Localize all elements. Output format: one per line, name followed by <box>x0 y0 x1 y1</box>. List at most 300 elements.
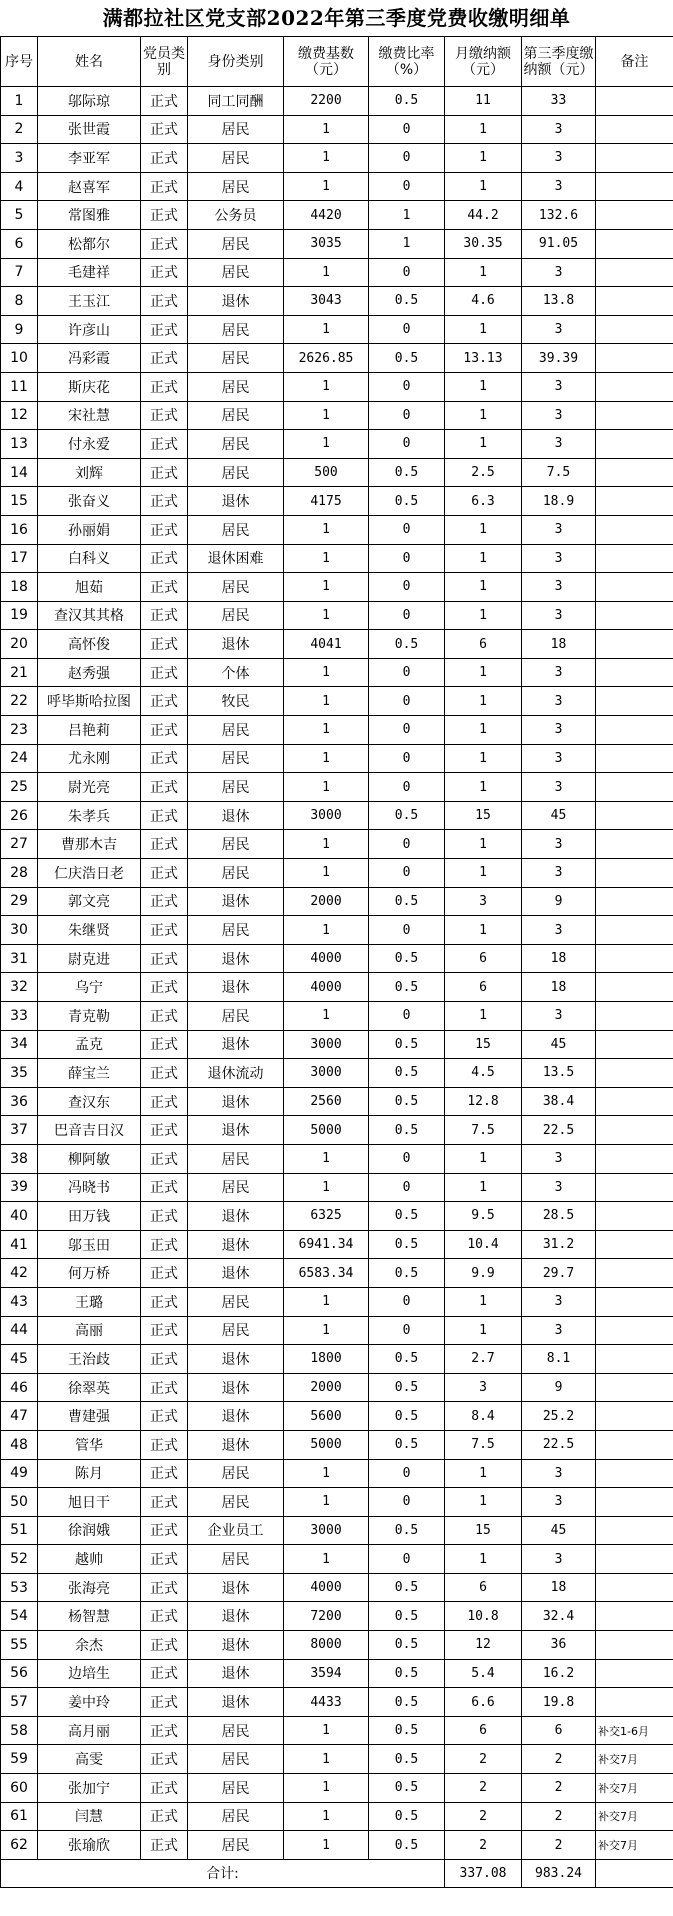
cell-rate: 0 <box>369 573 445 602</box>
cell-remark <box>596 1688 673 1717</box>
cell-rate: 0 <box>369 544 445 573</box>
cell-quarter: 3 <box>522 573 596 602</box>
cell-remark <box>596 1287 673 1316</box>
cell-rate: 0.5 <box>369 1230 445 1259</box>
table-row <box>1 487 673 516</box>
cell-identity: 居民 <box>188 716 284 745</box>
cell-monthly: 1 <box>445 573 522 602</box>
cell-member-type: 正式 <box>141 573 188 602</box>
table-row <box>1 1545 673 1574</box>
cell-base: 6941.34 <box>284 1230 369 1259</box>
cell-quarter: 3 <box>522 687 596 716</box>
cell-member-type: 正式 <box>141 744 188 773</box>
cell-member-type: 正式 <box>141 630 188 659</box>
cell-seq: 35 <box>1 1059 38 1088</box>
cell-monthly: 1 <box>445 144 522 173</box>
cell-rate: 0.5 <box>369 1116 445 1145</box>
cell-member-type: 正式 <box>141 716 188 745</box>
table-row <box>1 573 673 602</box>
cell-name: 高丽 <box>38 1316 141 1345</box>
cell-rate: 0.5 <box>369 1745 445 1774</box>
cell-base: 6583.34 <box>284 1259 369 1288</box>
cell-base: 4175 <box>284 487 369 516</box>
header-seq: 序号 <box>1 37 38 87</box>
cell-base: 3000 <box>284 1030 369 1059</box>
cell-member-type: 正式 <box>141 1688 188 1717</box>
cell-remark <box>596 315 673 344</box>
table-row <box>1 1030 673 1059</box>
cell-name: 薛宝兰 <box>38 1059 141 1088</box>
cell-base: 1 <box>284 1774 369 1803</box>
table-row <box>1 1087 673 1116</box>
cell-rate: 0 <box>369 1287 445 1316</box>
cell-identity: 居民 <box>188 601 284 630</box>
header-quarter: 第三季度缴纳额（元） <box>522 37 596 87</box>
cell-monthly: 1 <box>445 372 522 401</box>
cell-seq: 10 <box>1 344 38 373</box>
cell-rate: 0.5 <box>369 1202 445 1231</box>
cell-quarter: 3 <box>522 544 596 573</box>
cell-seq: 22 <box>1 687 38 716</box>
cell-seq: 50 <box>1 1488 38 1517</box>
cell-seq: 18 <box>1 573 38 602</box>
cell-member-type: 正式 <box>141 430 188 459</box>
cell-rate: 0 <box>369 773 445 802</box>
cell-identity: 退休 <box>188 1430 284 1459</box>
cell-monthly: 9.5 <box>445 1202 522 1231</box>
cell-identity: 居民 <box>188 1144 284 1173</box>
cell-base: 3594 <box>284 1659 369 1688</box>
cell-identity: 企业员工 <box>188 1516 284 1545</box>
cell-seq: 59 <box>1 1745 38 1774</box>
cell-monthly: 44.2 <box>445 201 522 230</box>
cell-base: 5600 <box>284 1402 369 1431</box>
cell-monthly: 1 <box>445 172 522 201</box>
table-row <box>1 87 673 116</box>
cell-member-type: 正式 <box>141 601 188 630</box>
cell-remark <box>596 944 673 973</box>
cell-remark <box>596 1516 673 1545</box>
cell-remark <box>596 430 673 459</box>
cell-quarter: 132.6 <box>522 201 596 230</box>
cell-rate: 0 <box>369 1545 445 1574</box>
cell-quarter: 18 <box>522 630 596 659</box>
cell-remark <box>596 544 673 573</box>
cell-quarter: 13.5 <box>522 1059 596 1088</box>
cell-member-type: 正式 <box>141 544 188 573</box>
cell-identity: 退休 <box>188 1373 284 1402</box>
cell-member-type: 正式 <box>141 458 188 487</box>
cell-rate: 0 <box>369 744 445 773</box>
table-row <box>1 315 673 344</box>
cell-name: 斯庆花 <box>38 372 141 401</box>
cell-quarter: 3 <box>522 1287 596 1316</box>
cell-monthly: 1 <box>445 515 522 544</box>
cell-identity: 退休 <box>188 287 284 316</box>
table-row <box>1 401 673 430</box>
cell-quarter: 3 <box>522 1144 596 1173</box>
cell-seq: 49 <box>1 1459 38 1488</box>
cell-identity: 居民 <box>188 430 284 459</box>
cell-monthly: 2 <box>445 1831 522 1860</box>
cell-member-type: 正式 <box>141 1059 188 1088</box>
cell-member-type: 正式 <box>141 515 188 544</box>
table-row <box>1 973 673 1002</box>
cell-name: 冯晓书 <box>38 1173 141 1202</box>
cell-monthly: 6.6 <box>445 1688 522 1717</box>
cell-base: 1 <box>284 1316 369 1345</box>
cell-rate: 0 <box>369 1316 445 1345</box>
cell-monthly: 3 <box>445 887 522 916</box>
cell-base: 2200 <box>284 87 369 116</box>
cell-monthly: 1 <box>445 601 522 630</box>
header-monthly: 月缴纳额（元） <box>445 37 522 87</box>
cell-member-type: 正式 <box>141 1116 188 1145</box>
cell-base: 1 <box>284 544 369 573</box>
cell-identity: 居民 <box>188 344 284 373</box>
cell-seq: 33 <box>1 1002 38 1031</box>
cell-rate: 0 <box>369 1173 445 1202</box>
cell-rate: 0.5 <box>369 1573 445 1602</box>
cell-rate: 0.5 <box>369 973 445 1002</box>
cell-seq: 45 <box>1 1345 38 1374</box>
cell-identity: 居民 <box>188 1459 284 1488</box>
cell-name: 青克勒 <box>38 1002 141 1031</box>
cell-rate: 0.5 <box>369 1659 445 1688</box>
cell-member-type: 正式 <box>141 859 188 888</box>
table-row <box>1 544 673 573</box>
cell-remark <box>596 1545 673 1574</box>
cell-remark <box>596 458 673 487</box>
cell-remark <box>596 1144 673 1173</box>
cell-rate: 0 <box>369 830 445 859</box>
cell-member-type: 正式 <box>141 773 188 802</box>
cell-seq: 56 <box>1 1659 38 1688</box>
cell-monthly: 6 <box>445 1716 522 1745</box>
cell-rate: 0.5 <box>369 801 445 830</box>
cell-name: 张世霞 <box>38 115 141 144</box>
cell-seq: 24 <box>1 744 38 773</box>
cell-identity: 退休 <box>188 1631 284 1660</box>
cell-remark <box>596 1373 673 1402</box>
cell-member-type: 正式 <box>141 1516 188 1545</box>
cell-name: 越帅 <box>38 1545 141 1574</box>
cell-base: 5000 <box>284 1116 369 1145</box>
cell-seq: 1 <box>1 87 38 116</box>
table-row <box>1 201 673 230</box>
cell-base: 3000 <box>284 801 369 830</box>
cell-identity: 居民 <box>188 1545 284 1574</box>
table-row <box>1 458 673 487</box>
cell-member-type: 正式 <box>141 344 188 373</box>
cell-member-type: 正式 <box>141 115 188 144</box>
cell-rate: 0 <box>369 401 445 430</box>
cell-remark <box>596 773 673 802</box>
cell-monthly: 1 <box>445 1488 522 1517</box>
table-row <box>1 172 673 201</box>
cell-identity: 退休流动 <box>188 1059 284 1088</box>
cell-name: 张奋义 <box>38 487 141 516</box>
cell-member-type: 正式 <box>141 973 188 1002</box>
cell-base: 1 <box>284 1802 369 1831</box>
cell-seq: 55 <box>1 1631 38 1660</box>
table-row <box>1 1716 673 1745</box>
cell-monthly: 11 <box>445 87 522 116</box>
cell-rate: 0 <box>369 430 445 459</box>
cell-monthly: 1 <box>445 830 522 859</box>
cell-identity: 退休 <box>188 1259 284 1288</box>
table-row <box>1 1202 673 1231</box>
cell-remark <box>596 144 673 173</box>
cell-member-type: 正式 <box>141 916 188 945</box>
cell-seq: 61 <box>1 1802 38 1831</box>
cell-remark <box>596 1230 673 1259</box>
document-title: 满都拉社区党支部2022年第三季度党费收缴明细单 <box>102 6 571 30</box>
table-row <box>1 744 673 773</box>
cell-member-type: 正式 <box>141 1373 188 1402</box>
cell-base: 7200 <box>284 1602 369 1631</box>
cell-base: 1 <box>284 172 369 201</box>
cell-rate: 0 <box>369 1488 445 1517</box>
totals-row <box>1 1859 673 1887</box>
cell-seq: 54 <box>1 1602 38 1631</box>
cell-remark <box>596 1316 673 1345</box>
cell-remark <box>596 344 673 373</box>
cell-identity: 居民 <box>188 115 284 144</box>
cell-base: 1 <box>284 658 369 687</box>
cell-remark <box>596 515 673 544</box>
cell-quarter: 3 <box>522 515 596 544</box>
cell-base: 1800 <box>284 1345 369 1374</box>
cell-name: 赵秀强 <box>38 658 141 687</box>
cell-name: 朱孝兵 <box>38 801 141 830</box>
cell-rate: 0 <box>369 372 445 401</box>
cell-base: 2560 <box>284 1087 369 1116</box>
table-row <box>1 1631 673 1660</box>
cell-name: 田万钱 <box>38 1202 141 1231</box>
cell-identity: 退休 <box>188 801 284 830</box>
cell-quarter: 3 <box>522 372 596 401</box>
cell-rate: 0.5 <box>369 287 445 316</box>
cell-quarter: 33 <box>522 87 596 116</box>
cell-base: 1 <box>284 1831 369 1860</box>
cell-member-type: 正式 <box>141 658 188 687</box>
cell-name: 徐润娥 <box>38 1516 141 1545</box>
cell-quarter: 3 <box>522 144 596 173</box>
cell-base: 1 <box>284 744 369 773</box>
cell-rate: 1 <box>369 229 445 258</box>
totals-remark <box>596 1859 673 1887</box>
cell-quarter: 3 <box>522 1488 596 1517</box>
cell-name: 赵喜军 <box>38 172 141 201</box>
party-fee-table <box>0 36 673 1888</box>
cell-quarter: 3 <box>522 1002 596 1031</box>
cell-seq: 19 <box>1 601 38 630</box>
table-row <box>1 344 673 373</box>
cell-monthly: 1 <box>445 544 522 573</box>
cell-member-type: 正式 <box>141 1402 188 1431</box>
cell-monthly: 6 <box>445 1573 522 1602</box>
cell-identity: 居民 <box>188 144 284 173</box>
cell-base: 6325 <box>284 1202 369 1231</box>
cell-name: 管华 <box>38 1430 141 1459</box>
cell-monthly: 5.4 <box>445 1659 522 1688</box>
cell-base: 1 <box>284 401 369 430</box>
cell-rate: 0.5 <box>369 1688 445 1717</box>
cell-seq: 36 <box>1 1087 38 1116</box>
cell-remark <box>596 1659 673 1688</box>
cell-remark <box>596 487 673 516</box>
cell-identity: 居民 <box>188 258 284 287</box>
cell-remark <box>596 1345 673 1374</box>
cell-seq: 39 <box>1 1173 38 1202</box>
cell-rate: 0.5 <box>369 1516 445 1545</box>
cell-name: 吕艳莉 <box>38 716 141 745</box>
table-row <box>1 1488 673 1517</box>
totals-quarter: 983.24 <box>522 1859 596 1887</box>
cell-quarter: 25.2 <box>522 1402 596 1431</box>
cell-name: 边培生 <box>38 1659 141 1688</box>
cell-monthly: 1 <box>445 1002 522 1031</box>
cell-member-type: 正式 <box>141 315 188 344</box>
cell-name: 张瑜欣 <box>38 1831 141 1860</box>
cell-rate: 0 <box>369 658 445 687</box>
cell-base: 4433 <box>284 1688 369 1717</box>
cell-identity: 居民 <box>188 916 284 945</box>
cell-name: 宋社慧 <box>38 401 141 430</box>
cell-rate: 0.5 <box>369 1831 445 1860</box>
cell-quarter: 3 <box>522 1545 596 1574</box>
cell-identity: 居民 <box>188 515 284 544</box>
cell-remark <box>596 716 673 745</box>
cell-remark <box>596 1116 673 1145</box>
cell-identity: 公务员 <box>188 201 284 230</box>
cell-identity: 退休 <box>188 1573 284 1602</box>
table-row <box>1 1802 673 1831</box>
cell-identity: 退休 <box>188 1659 284 1688</box>
cell-name: 许彦山 <box>38 315 141 344</box>
cell-remark <box>596 1202 673 1231</box>
cell-remark <box>596 658 673 687</box>
cell-identity: 居民 <box>188 1287 284 1316</box>
cell-remark: 补交7月 <box>596 1745 673 1774</box>
cell-base: 1 <box>284 830 369 859</box>
cell-base: 1 <box>284 1545 369 1574</box>
cell-name: 张加宁 <box>38 1774 141 1803</box>
cell-remark <box>596 1488 673 1517</box>
cell-member-type: 正式 <box>141 1488 188 1517</box>
cell-monthly: 7.5 <box>445 1116 522 1145</box>
cell-seq: 17 <box>1 544 38 573</box>
cell-remark <box>596 916 673 945</box>
table-row <box>1 830 673 859</box>
cell-monthly: 1 <box>445 1144 522 1173</box>
cell-remark <box>596 1030 673 1059</box>
cell-rate: 0 <box>369 115 445 144</box>
table-row <box>1 372 673 401</box>
cell-monthly: 4.6 <box>445 287 522 316</box>
cell-monthly: 1 <box>445 1316 522 1345</box>
cell-base: 4041 <box>284 630 369 659</box>
cell-monthly: 1 <box>445 658 522 687</box>
cell-member-type: 正式 <box>141 1545 188 1574</box>
cell-rate: 0.5 <box>369 887 445 916</box>
cell-name: 尉克进 <box>38 944 141 973</box>
table-row <box>1 630 673 659</box>
cell-identity: 退休 <box>188 1345 284 1374</box>
cell-remark <box>596 1573 673 1602</box>
header-remark: 备注 <box>596 37 673 87</box>
cell-rate: 0.5 <box>369 1259 445 1288</box>
cell-seq: 58 <box>1 1716 38 1745</box>
cell-seq: 21 <box>1 658 38 687</box>
table-row <box>1 1116 673 1145</box>
cell-identity: 牧民 <box>188 687 284 716</box>
cell-name: 郭文亮 <box>38 887 141 916</box>
header-row <box>1 37 673 87</box>
cell-base: 1 <box>284 1716 369 1745</box>
cell-quarter: 45 <box>522 801 596 830</box>
cell-base: 1 <box>284 1459 369 1488</box>
cell-identity: 退休 <box>188 630 284 659</box>
cell-quarter: 9 <box>522 1373 596 1402</box>
totals-label: 合计: <box>1 1859 445 1887</box>
cell-base: 3043 <box>284 287 369 316</box>
cell-identity: 居民 <box>188 830 284 859</box>
cell-name: 邬际琼 <box>38 87 141 116</box>
cell-name: 孙丽娟 <box>38 515 141 544</box>
cell-quarter: 3 <box>522 716 596 745</box>
cell-identity: 居民 <box>188 1002 284 1031</box>
cell-base: 1 <box>284 258 369 287</box>
cell-remark <box>596 1087 673 1116</box>
table-row <box>1 287 673 316</box>
cell-rate: 0.5 <box>369 458 445 487</box>
cell-name: 乌宁 <box>38 973 141 1002</box>
cell-quarter: 3 <box>522 658 596 687</box>
cell-quarter: 18.9 <box>522 487 596 516</box>
cell-base: 4000 <box>284 1573 369 1602</box>
cell-monthly: 12.8 <box>445 1087 522 1116</box>
cell-quarter: 45 <box>522 1516 596 1545</box>
cell-identity: 退休 <box>188 1688 284 1717</box>
cell-name: 闫慧 <box>38 1802 141 1831</box>
cell-member-type: 正式 <box>141 1716 188 1745</box>
cell-identity: 个体 <box>188 658 284 687</box>
cell-name: 张海亮 <box>38 1573 141 1602</box>
cell-monthly: 2 <box>445 1745 522 1774</box>
cell-remark <box>596 372 673 401</box>
cell-rate: 0.5 <box>369 344 445 373</box>
cell-remark <box>596 115 673 144</box>
cell-rate: 0.5 <box>369 1631 445 1660</box>
cell-monthly: 2 <box>445 1774 522 1803</box>
cell-seq: 23 <box>1 716 38 745</box>
cell-identity: 居民 <box>188 172 284 201</box>
table-row <box>1 515 673 544</box>
table-row <box>1 1173 673 1202</box>
cell-name: 何万桥 <box>38 1259 141 1288</box>
cell-quarter: 18 <box>522 944 596 973</box>
cell-base: 2000 <box>284 887 369 916</box>
cell-monthly: 6 <box>445 944 522 973</box>
cell-quarter: 45 <box>522 1030 596 1059</box>
cell-seq: 51 <box>1 1516 38 1545</box>
table-row <box>1 144 673 173</box>
cell-quarter: 2 <box>522 1831 596 1860</box>
cell-rate: 0.5 <box>369 630 445 659</box>
cell-quarter: 39.39 <box>522 344 596 373</box>
